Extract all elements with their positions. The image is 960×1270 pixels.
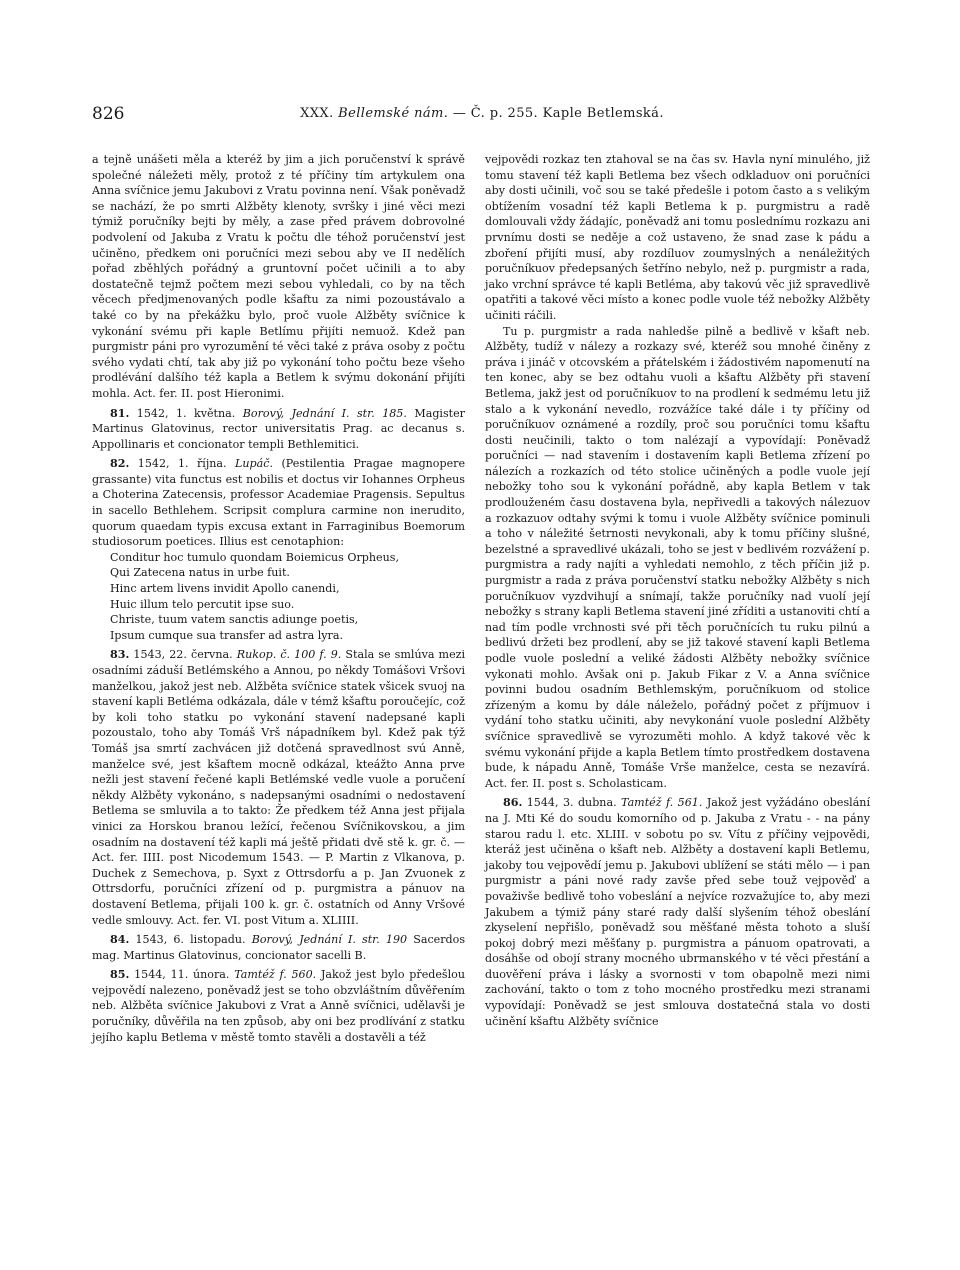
- entry-text: Jakož jest vyžádáno obeslání na J. Mti Ké do soudu komorního od p. Jakuba z Vratu - - na pány starou radu l. etc. XLIII. v sobotu po sv. Vítu z příčiny vejpovědi, kteráž jest učiněna o kšaft neb. Alžběty a dostavení kapli Betlemu, jakoby tou vejpovědí jemu p. Jakubovi ublížení se státi mělo — i pan purgmistr a páni nové rady zavše před sebe touž vejpověď a považivše bedlivě toho vobeslání a nejvíce rozvažujíce to, aby mezi Jakubem a týmiž pány staré rady další slyšením téhož obeslání zkyselení nepřišlo, poněvadž sou měšťané města tohoto a sluší pokoj dobrý mezi měšťany p. purgmistra a pánuom opatrovati, a dosáhše od obojí strany mocného ubrmanského v té věci přestání a duověření práva i lásky a svornosti v tom obapolně mezi nimi zachování, takto o tom z toho mocného prostředku mezi stranami vypovídají: Poněvadž se jest smlouva dostatečná stala vo dosti učinění kšaftu Alžběty svíčnice: [485, 796, 870, 1028]
- running-title: [92, 106, 872, 121]
- entry-81: [92, 406, 465, 453]
- right-column: [485, 152, 870, 1029]
- entry-source: Tamtéž f. 560.: [234, 968, 317, 982]
- paragraph: Tu p. purgmistr a rada nahledše pilně a bedlivě v kšaft neb. Alžběty, tudíž v nálezy a rozkazy své, kteréž sou mnohé činěny z práva i jináč v otcovském a přátelském i žádostivém napomenutí na ten konec, aby se bez odtahu vuoli a kšaftu Alžběty při stavení Betlema, jakž jest od poručníkuov to na prodlení k sedmému letu již stalo a k vykonání nevedlo, rozvážíce také dále i ty příčiny od poručníkuov oznámené a rozdíly, proč sou poručníci tomu kšaftu dosti neučinili, takto o tom nalézají a vypovídají: Poněvadž poručníci — nad stavením i dostavením kapli Betlema zřízení po nálezích a rozkazích od této stolice učiněných a podle vuole její nebožky toho sou k vykonání pořádně, aby kapla Betlem v tak prodlouženém času dostavena byla, nepřivedli a takových nálezuov a rozkazuov odtahy svými k tomu i vuole Alžběty svíčnice pominuli a toho v náležité šetrnosti nevykonali, aby k tomu příčiny slušné, bezelstné a spravedlivé ukázali, toho se jest v bedlivém rozvážení p. purgmistra a rady najíti a vyhledati nemohlo, z těch příčin již p. purgmistr a rada z práva poručenství statku nebožky Alžběty s nich poručníkuov vyzdvihují a snímají, takže poručníky nad vuolí její nebožky s strany kapli Betlema stavení jiné zříditi a ustanoviti chtí a nad tím podle vrchnosti své při těch poručnících tu ruku pilnú a bedlivú držeti bez prodlení, aby se již takové stavení kapli Betlema podle vuole poslední a veliké žádosti Alžběty nebožky svíčnice vykonati mohlo. Avšak oni p. Jakub Fikar z V. a Anna svíčnice povinni budou osadním Bethlemským, poručníkuom od stolice zřízeným a komu by dále náleželo, pořádný počet z příjmuov i vydání toho statku učiniti, aby nevykonání vuole poslední Alžběty svíčnice spravedlivě se vyrozuměti mohlo. A když takové věc k svému vykonání přijde a kapla Betlem tímto prostředkem dostavena bude, k nápadu Anně, Tomáše Vrše manželce, cesta se nezavírá. Act. fer. II. post s. Scholasticam.: [485, 324, 870, 790]
- entry-date: 1544, 3. dubna.: [526, 796, 617, 810]
- running-header: [92, 104, 872, 124]
- entry-source: Tamtéž f. 561.: [621, 796, 703, 810]
- entry-date: 1542, 1. května.: [136, 406, 236, 420]
- entry-text: Jakož jest bylo předešlou vejpovědí nalezeno, poněvadž jest se toho obzvláštním důvěřením neb. Alžběta svíčnice Jakubovi z Vrat a Anně svíčnici, udělavši je poručníky, důvěřila na ten způsob, aby oni bez prodlívání z statku jejího kaplu Betlema v městě tomto stavěli a dostavěli a též: [92, 968, 465, 1044]
- entry-text: (Pestilentia Pragae magnopere grassante) vita functus est nobilis et doctus vir Iohannes Orpheus a Choterina Zatecensis, professor Academiae Pragensis. Sepultus in sacello Bethlehem. Scripsit complura carmine non inerudito, quorum quaedam typis excusa extant in Farraginibus Boemorum studiosorum poetices. Illius est cenotaphion:: [92, 457, 466, 549]
- continued-paragraph: vejpovědi rozkaz ten ztahoval se na čas sv. Havla nyní minulého, již tomu stavení též kapli Betlema bez všech odkladuov oni poručníci aby dosti učinili, voč sou se také předešle i potom často a s velikým obtížením vosadní též kapli Betlema k p. purgmistru a radě domlouvali vždy žádajíc, poněvadž ani tomu poslednímu rozkazu ani prvnímu dosti se neděje a což ustaveno, že snad zase k pádu a zboření přijíti musí, aby rozdíluov zoumyslných a nenáležitých poručníkuov předepsaných šetříno nebylo, než p. purgmistr a rada, jako vrchní správce té kapli Betléma, aby takovú věc již spravedlivě opatřiti a takové věci místo a konec podle vuole též nebožky Alžběty učiniti ráčili.: [485, 153, 870, 322]
- entry-source: Borový, Jednání I. str. 190: [251, 933, 408, 947]
- verse-line: Christe, tuum vatem sanctis adiunge poetis,: [110, 613, 359, 627]
- entry-number: 84.: [110, 933, 130, 947]
- entry-84: [92, 932, 465, 963]
- verse-line: Conditur hoc tumulo quondam Boiemicus Orpheus,: [110, 550, 399, 564]
- epitaph-verse: [110, 550, 465, 644]
- chapter-number: XXX.: [300, 106, 334, 121]
- entry-number: 83.: [110, 648, 130, 662]
- entry-number: 86.: [503, 796, 523, 810]
- entry-date: 1544, 11. února.: [134, 968, 230, 982]
- verse-line: Hinc artem livens invidit Apollo canendi,: [110, 582, 340, 596]
- entry-text: Magister Martinus Glatovinus, rector universitatis Prag. ac decanus s. Appollinaris et concionator templi Bethlemitici.: [92, 406, 465, 451]
- entry-85: [92, 967, 465, 1045]
- verse-line: Qui Zatecena natus in urbe fuit.: [110, 566, 290, 580]
- entry-text: Stala se smlúva mezi osadními záduší Betlémského a Annou, po někdy Tomášovi Vršovi manželkou, jakož jest neb. Alžběta svíčnice statek všicek svuoj na stavení kapli Betléma odkázala, dále v témž kšaftu poroučejíc, což by koli toho statku po vykonání stavení nadepsané kapli pozoustalo, toho aby Tomáš Vrš nápadníkem byl. Kdež pak týž Tomáš jsa smrtí zachvácen již dotčená spravedlnost svú Anně, manželce své, jest kšaftem mocně odkázal, kteážto Anna prve nežli jest stavení řečené kapli Betlémské vedle vuole a poručení někdy Alžběty vykonáno, s nadepsanými osadními o nedostavení Betlema se smluvila a to takto: Že předkem též Anna jest přijala vinici za Horskou branou ležící, řečenou Svíčnikovskou, a jim osadním na dostavení též kapli má ještě přidati dvě stě k. gr. č. — Act. fer. IIII. post Nicodemum 1543. — P. Martin z Vlkanova, p. Duchek z Semechova, p. Syxt z Ottrsdorfu a p. Jan Zvuonek z Ottrsdorfu, poručníci zřízení od p. purgmistra a pánuov na dostavení Betlema, přijali 100 k. gr. č. ostatních od Anny Vršové vedle smlouvy. Act. fer. VI. post Vitum a. XLIIII.: [92, 648, 466, 927]
- verse-line: Huic illum telo percutit ipse suo.: [110, 597, 295, 611]
- entry-source: Lupáč.: [235, 457, 273, 471]
- entry-date: 1542, 1. října.: [137, 457, 227, 471]
- entry-83: [92, 647, 465, 928]
- entry-number: 82.: [110, 457, 130, 471]
- left-column: [92, 152, 465, 1045]
- section-title: — Č. p. 255. Kaple Betlemská.: [452, 106, 664, 121]
- verse-line: Ipsum cumque sua transfer ad astra lyra.: [110, 628, 343, 642]
- entry-source: Rukop. č. 100 f. 9.: [236, 648, 342, 662]
- continued-paragraph: a tejně unášeti měla a kteréž by jim a jich poručenství k správě společné náležeti měly, protož z té příčiny tím artykulem ona Anna svíčnice jemu Jakubovi z Vratu povinna není. Však poněvadž se nachází, že po smrti Alžběty klenoty, svršky i jiné věci mezi týmiž poručníky bejti by měly, a zase před právem dobrovolné podvolení od Jakuba z Vratu k počtu dle téhož poručenství jest učiněno, předkem oni poručníci mezi sebou aby ve II nedělích pořad zběhlých pořádný a gruntovní počet učinili a to aby dostatečně tejmž počtem mezi sebou vyhledali, co by na těch věcech předjmenovaných podle kšaftu za nimi pozoustávalo a také co by na překážku bylo, proč vuole Alžběty svíčnice k vykonání svému při kaple Betlímu přijíti nemuož. Kdež pan purgmistr páni pro vyrozumění té věci také z práva osoby z počtu svého vydati chtí, tak aby již po vykonání toho počtu beze všeho prodlévání dalšího též kapla a Betlem k svýmu dokonání přijíti mohla. Act. fer. II. post Hieronimi.: [92, 153, 465, 400]
- source-title: Bellemské nám.: [338, 106, 449, 121]
- entry-date: 1543, 22. června.: [133, 648, 233, 662]
- entry-82: [92, 456, 465, 550]
- entry-number: 81.: [110, 406, 130, 420]
- entry-number: 85.: [110, 968, 130, 982]
- entry-text: Sacerdos mag. Martinus Glatovinus, concionator sacelli B.: [92, 933, 466, 962]
- entry-source: Borový, Jednání I. str. 185.: [242, 406, 407, 420]
- page-number: 826: [92, 104, 125, 124]
- entry-date: 1543, 6. listopadu.: [135, 933, 246, 947]
- entry-86: [485, 795, 870, 1029]
